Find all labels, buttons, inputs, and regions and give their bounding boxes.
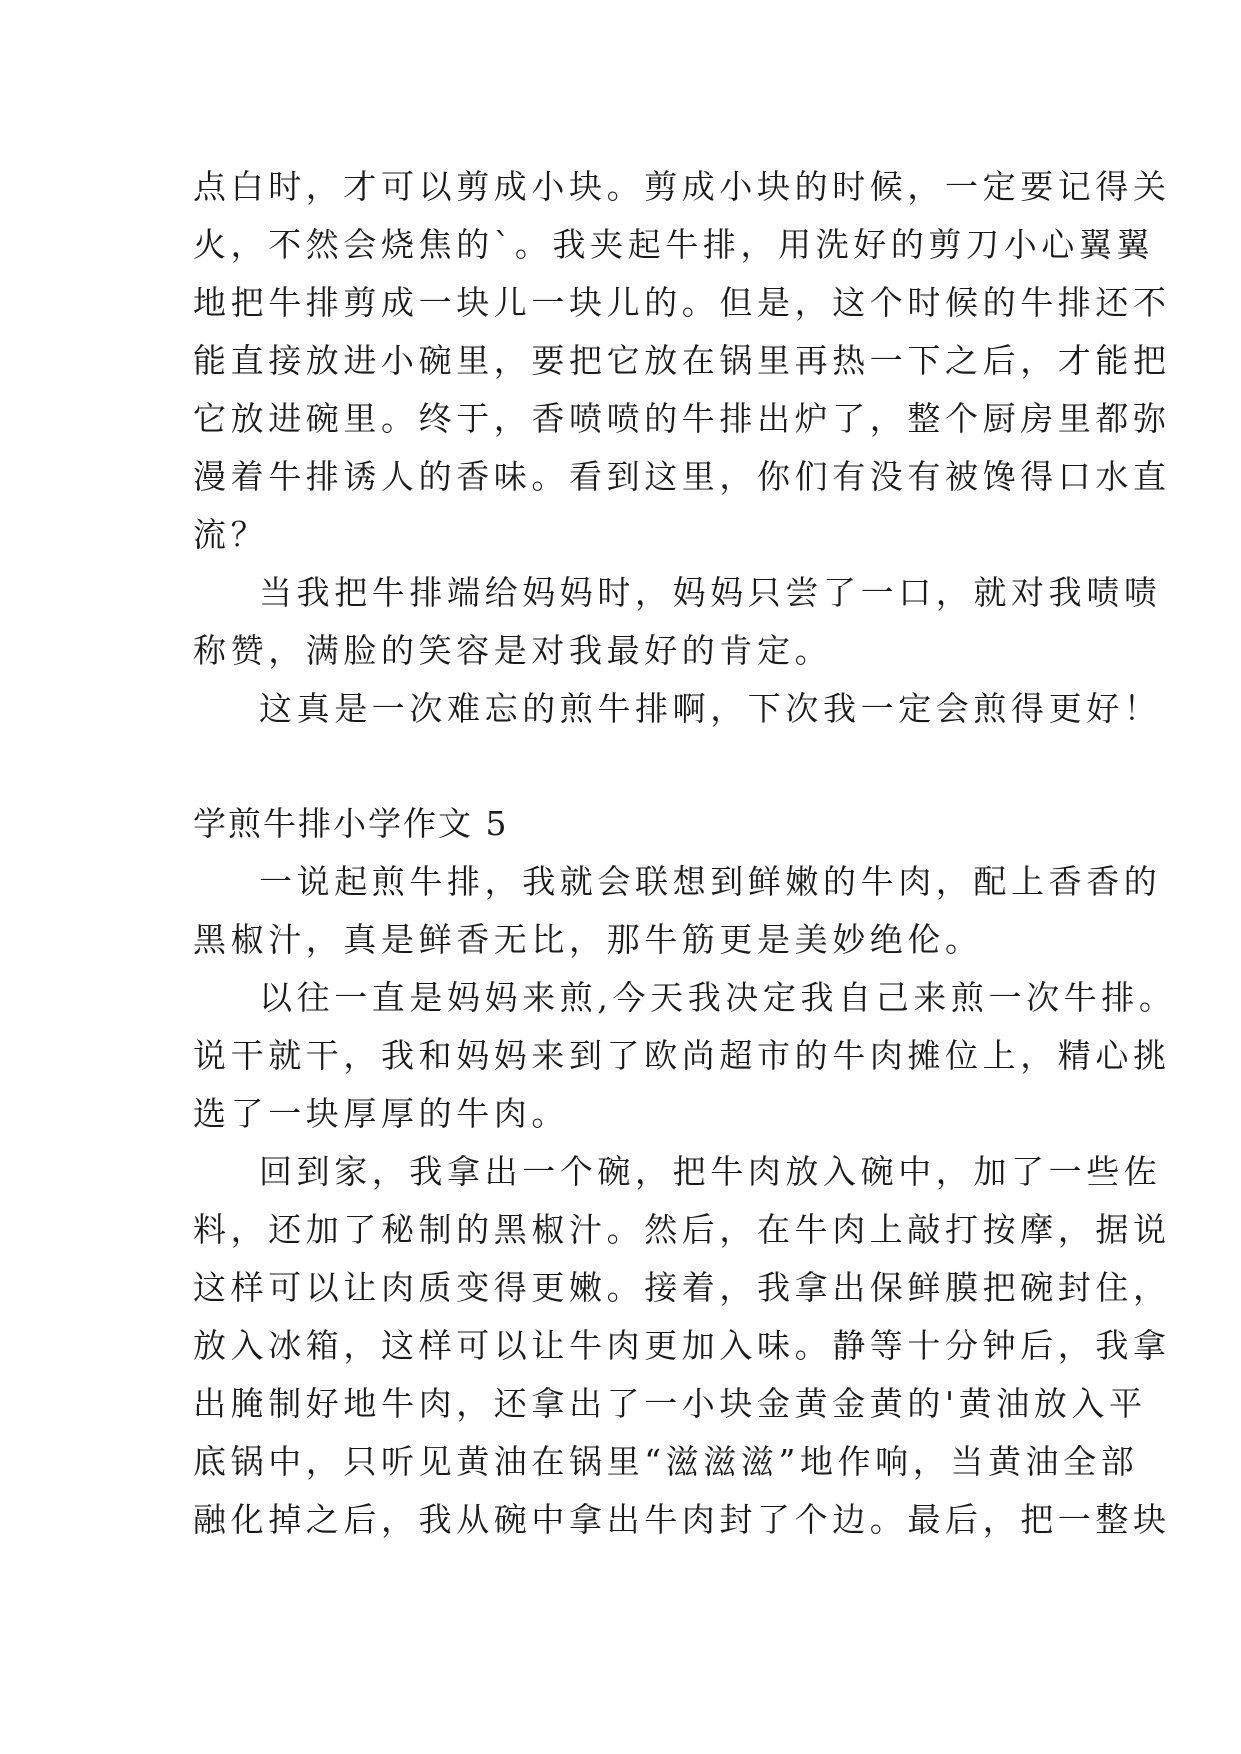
section-title: 学煎牛排小学作文 5 — [193, 804, 509, 843]
paragraph-first-line: 这真是一次难忘的煎牛排啊，下次我一定会煎得更好！ — [259, 689, 1162, 728]
text-line: 地把牛排剪成一块儿一块儿的。但是，这个时候的牛排还不 — [193, 283, 1171, 322]
paragraph-first-line: 一说起煎牛排，我就会联想到鲜嫩的牛肉，配上香香的 — [259, 862, 1162, 901]
paragraph-first-line: 回到家，我拿出一个碗，把牛肉放入碗中，加了一些佐 — [259, 1152, 1162, 1191]
paragraph-first-line: 以往一直是妈妈来煎,今天我决定我自己来煎一次牛排。 — [259, 978, 1177, 1017]
text-line: 称赞，满脸的笑容是对我最好的肯定。 — [193, 631, 833, 670]
text-line: 说干就干，我和妈妈来到了欧尚超市的牛肉摊位上，精心挑 — [193, 1036, 1171, 1075]
text-line: 点白时，才可以剪成小块。剪成小块的时候，一定要记得关 — [193, 167, 1171, 206]
text-line: 融化掉之后，我从碗中拿出牛肉封了个边。最后，把一整块 — [193, 1500, 1171, 1539]
text-line: 料，还加了秘制的黑椒汁。然后，在牛肉上敲打按摩，据说 — [193, 1210, 1171, 1249]
text-line: 这样可以让肉质变得更嫩。接着，我拿出保鲜膜把碗封住， — [193, 1268, 1171, 1307]
text-line: 放入冰箱，这样可以让牛肉更加入味。静等十分钟后，我拿 — [193, 1326, 1171, 1365]
text-line: 能直接放进小碗里，要把它放在锅里再热一下之后，才能把 — [193, 341, 1171, 380]
text-line: 选了一块厚厚的牛肉。 — [193, 1094, 569, 1133]
text-line: 火，不然会烧焦的`。我夹起牛排，用洗好的剪刀小心翼翼 — [193, 225, 1155, 264]
text-line: 黑椒汁，真是鲜香无比，那牛筋更是美妙绝伦。 — [193, 920, 983, 959]
text-line: 它放进碗里。终于，香喷喷的牛排出炉了，整个厨房里都弥 — [193, 399, 1171, 438]
text-line: 漫着牛排诱人的香味。看到这里，你们有没有被馋得口水直 — [193, 457, 1171, 496]
text-line: 流？ — [193, 515, 269, 554]
text-line: 底锅中，只听见黄油在锅里“滋滋滋”地作响，当黄油全部 — [193, 1442, 1139, 1481]
paragraph-first-line: 当我把牛排端给妈妈时，妈妈只尝了一口，就对我啧啧 — [259, 573, 1162, 612]
text-line: 出腌制好地牛肉，还拿出了一小块金黄金黄的'黄油放入平 — [193, 1384, 1147, 1423]
